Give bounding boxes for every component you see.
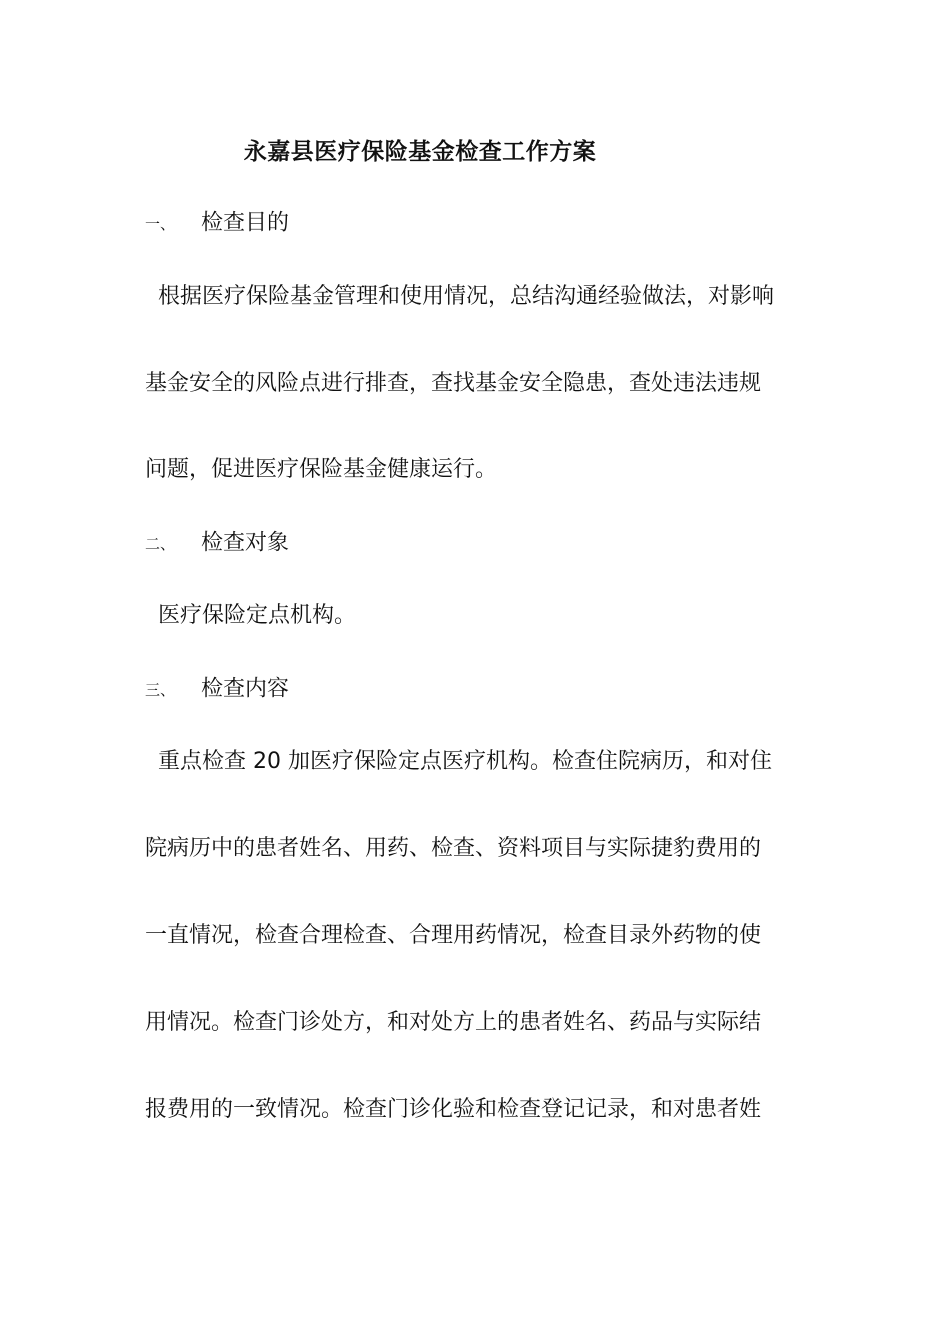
section-heading-2: [145, 528, 289, 558]
section-3-line-5: 报费用的一致情况。检查门诊化验和检查登记记录，和对患者姓: [145, 1097, 762, 1122]
section-number-3: 三、: [145, 680, 176, 699]
section-number-2: 二、: [145, 534, 176, 553]
section-title-1: 检查目的: [201, 210, 290, 236]
document-title: 永嘉县医疗保险基金检查工作方案: [243, 139, 597, 165]
section-3-line-4: 用情况。检查门诊处方，和对处方上的患者姓名、药品与实际结: [145, 1010, 762, 1035]
section-heading-3: [145, 674, 289, 704]
section-2-line-1: 医疗保险定点机构。: [158, 603, 357, 628]
section-title-2: 检查对象: [201, 530, 290, 556]
section-1-line-3: 问题，促进医疗保险基金健康运行。: [145, 457, 498, 482]
section-1-line-2: 基金安全的风险点进行排查，查找基金安全隐患，查处违法违规: [145, 371, 762, 396]
section-3-line-3: 一直情况，检查合理检查、合理用药情况，检查目录外药物的使: [145, 923, 762, 948]
section-1-line-1: 根据医疗保险基金管理和使用情况，总结沟通经验做法，对影响: [158, 284, 775, 309]
section-3-line-1: 重点检查 20 加医疗保险定点医疗机构。检查住院病历，和对住: [158, 749, 772, 774]
section-number-1: 一、: [145, 214, 176, 233]
section-heading-1: [145, 208, 289, 238]
section-title-3: 检查内容: [201, 676, 290, 702]
section-3-line-2: 院病历中的患者姓名、用药、检查、资料项目与实际捷豹费用的: [145, 836, 762, 861]
